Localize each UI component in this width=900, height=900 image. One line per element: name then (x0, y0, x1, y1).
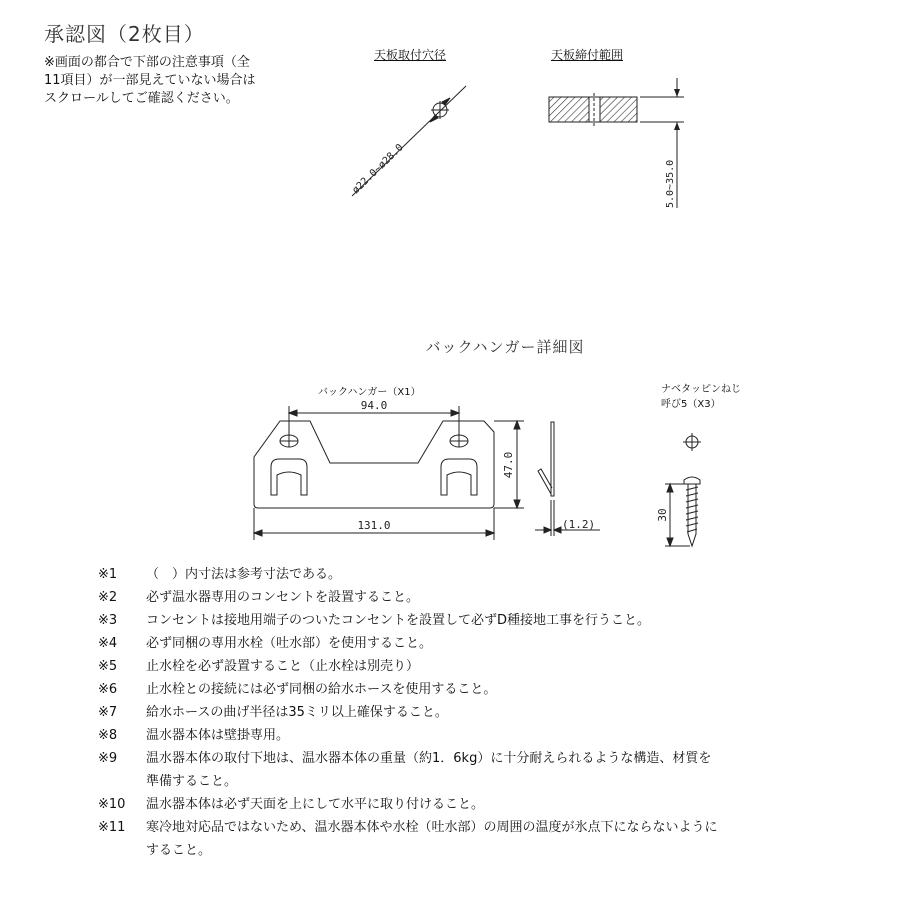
note-text: （ ）内寸法は参考寸法である。 (146, 567, 342, 582)
inner-width-dimension: 94.0 (360, 399, 388, 412)
note-item (98, 563, 858, 586)
note-item (98, 793, 858, 816)
note-item (98, 678, 858, 701)
screw-label-name: ナベタッピンねじ (661, 384, 741, 395)
note-mark: ※5 (98, 659, 118, 674)
note-text: 温水器本体は必ず天面を上にして水平に取り付けること。 (146, 797, 485, 812)
note-text: 給水ホースの曲げ半径は35ミリ以上確保すること。 (146, 705, 448, 720)
note-text: 寒冷地対応品ではないため、温水器本体や水栓（吐水部）の周囲の温度が氷点下にならないように (146, 820, 718, 835)
note-item (98, 724, 858, 747)
note-mark: ※6 (98, 682, 118, 697)
note-mark: ※7 (98, 705, 118, 720)
page-title: 承認図（2枚目） (44, 22, 205, 46)
note-mark: ※1 (98, 567, 118, 582)
note-item (98, 586, 858, 609)
note-item (98, 816, 858, 862)
tapping-screw-drawing (665, 433, 701, 546)
note-text: 必ず同梱の専用水栓（吐水部）を使用すること。 (146, 636, 433, 651)
note-mark: ※11 (98, 820, 126, 835)
height-dimension: 47.0 (502, 451, 515, 479)
clamp-range-caption: 天板締付範囲 (551, 48, 624, 62)
note-text: 温水器本体は壁掛専用。 (146, 728, 290, 743)
note-item (98, 609, 858, 632)
screw-length-dimension: 30 (656, 508, 669, 522)
note-item (98, 632, 858, 655)
notes-list (98, 563, 858, 862)
note-mark: ※4 (98, 636, 118, 651)
note-item (98, 747, 858, 793)
note-continuation: 準備すること。 (146, 774, 238, 789)
note-text: 必ず温水器専用のコンセントを設置すること。 (146, 590, 420, 605)
note-text: 止水栓を必ず設置すること（止水栓は別売り） (146, 659, 420, 674)
note-text: 止水栓との接続には必ず同梱の給水ホースを使用すること。 (146, 682, 497, 697)
hanger-section-title: バックハンガー詳細図 (425, 338, 585, 356)
scroll-notice: ※画面の都合で下部の注意事項（全 11項目）が一部見えていない場合は スクロールしてご確認ください。 (44, 55, 256, 106)
note-mark: ※2 (98, 590, 118, 605)
clamp-range-dimension: 5.0~35.0 (665, 159, 676, 208)
note-mark: ※9 (98, 751, 118, 766)
note-mark: ※8 (98, 728, 118, 743)
hole-diameter-dimension: ø22.0~ø28.0 (350, 142, 406, 197)
hole-diameter-caption: 天板取付穴径 (374, 48, 447, 62)
clamp-range-drawing (549, 78, 684, 208)
note-item (98, 701, 858, 724)
hanger-part-label: バックハンガー（X1） (318, 387, 421, 398)
note-text: コンセントは接地用端子のついたコンセントを設置して必ずD種接地工事を行うこと。 (146, 613, 651, 628)
total-width-dimension: 131.0 (357, 519, 391, 532)
note-continuation: すること。 (146, 843, 212, 858)
note-mark: ※10 (98, 797, 126, 812)
thickness-dimension: (1.2) (562, 518, 596, 531)
note-item (98, 655, 858, 678)
note-text: 温水器本体の取付下地は、温水器本体の重量（約1．6kg）に十分耐えられるような構造、材質を (146, 751, 712, 766)
screw-label-size: 呼び5（X3） (661, 399, 721, 410)
note-mark: ※3 (98, 613, 118, 628)
